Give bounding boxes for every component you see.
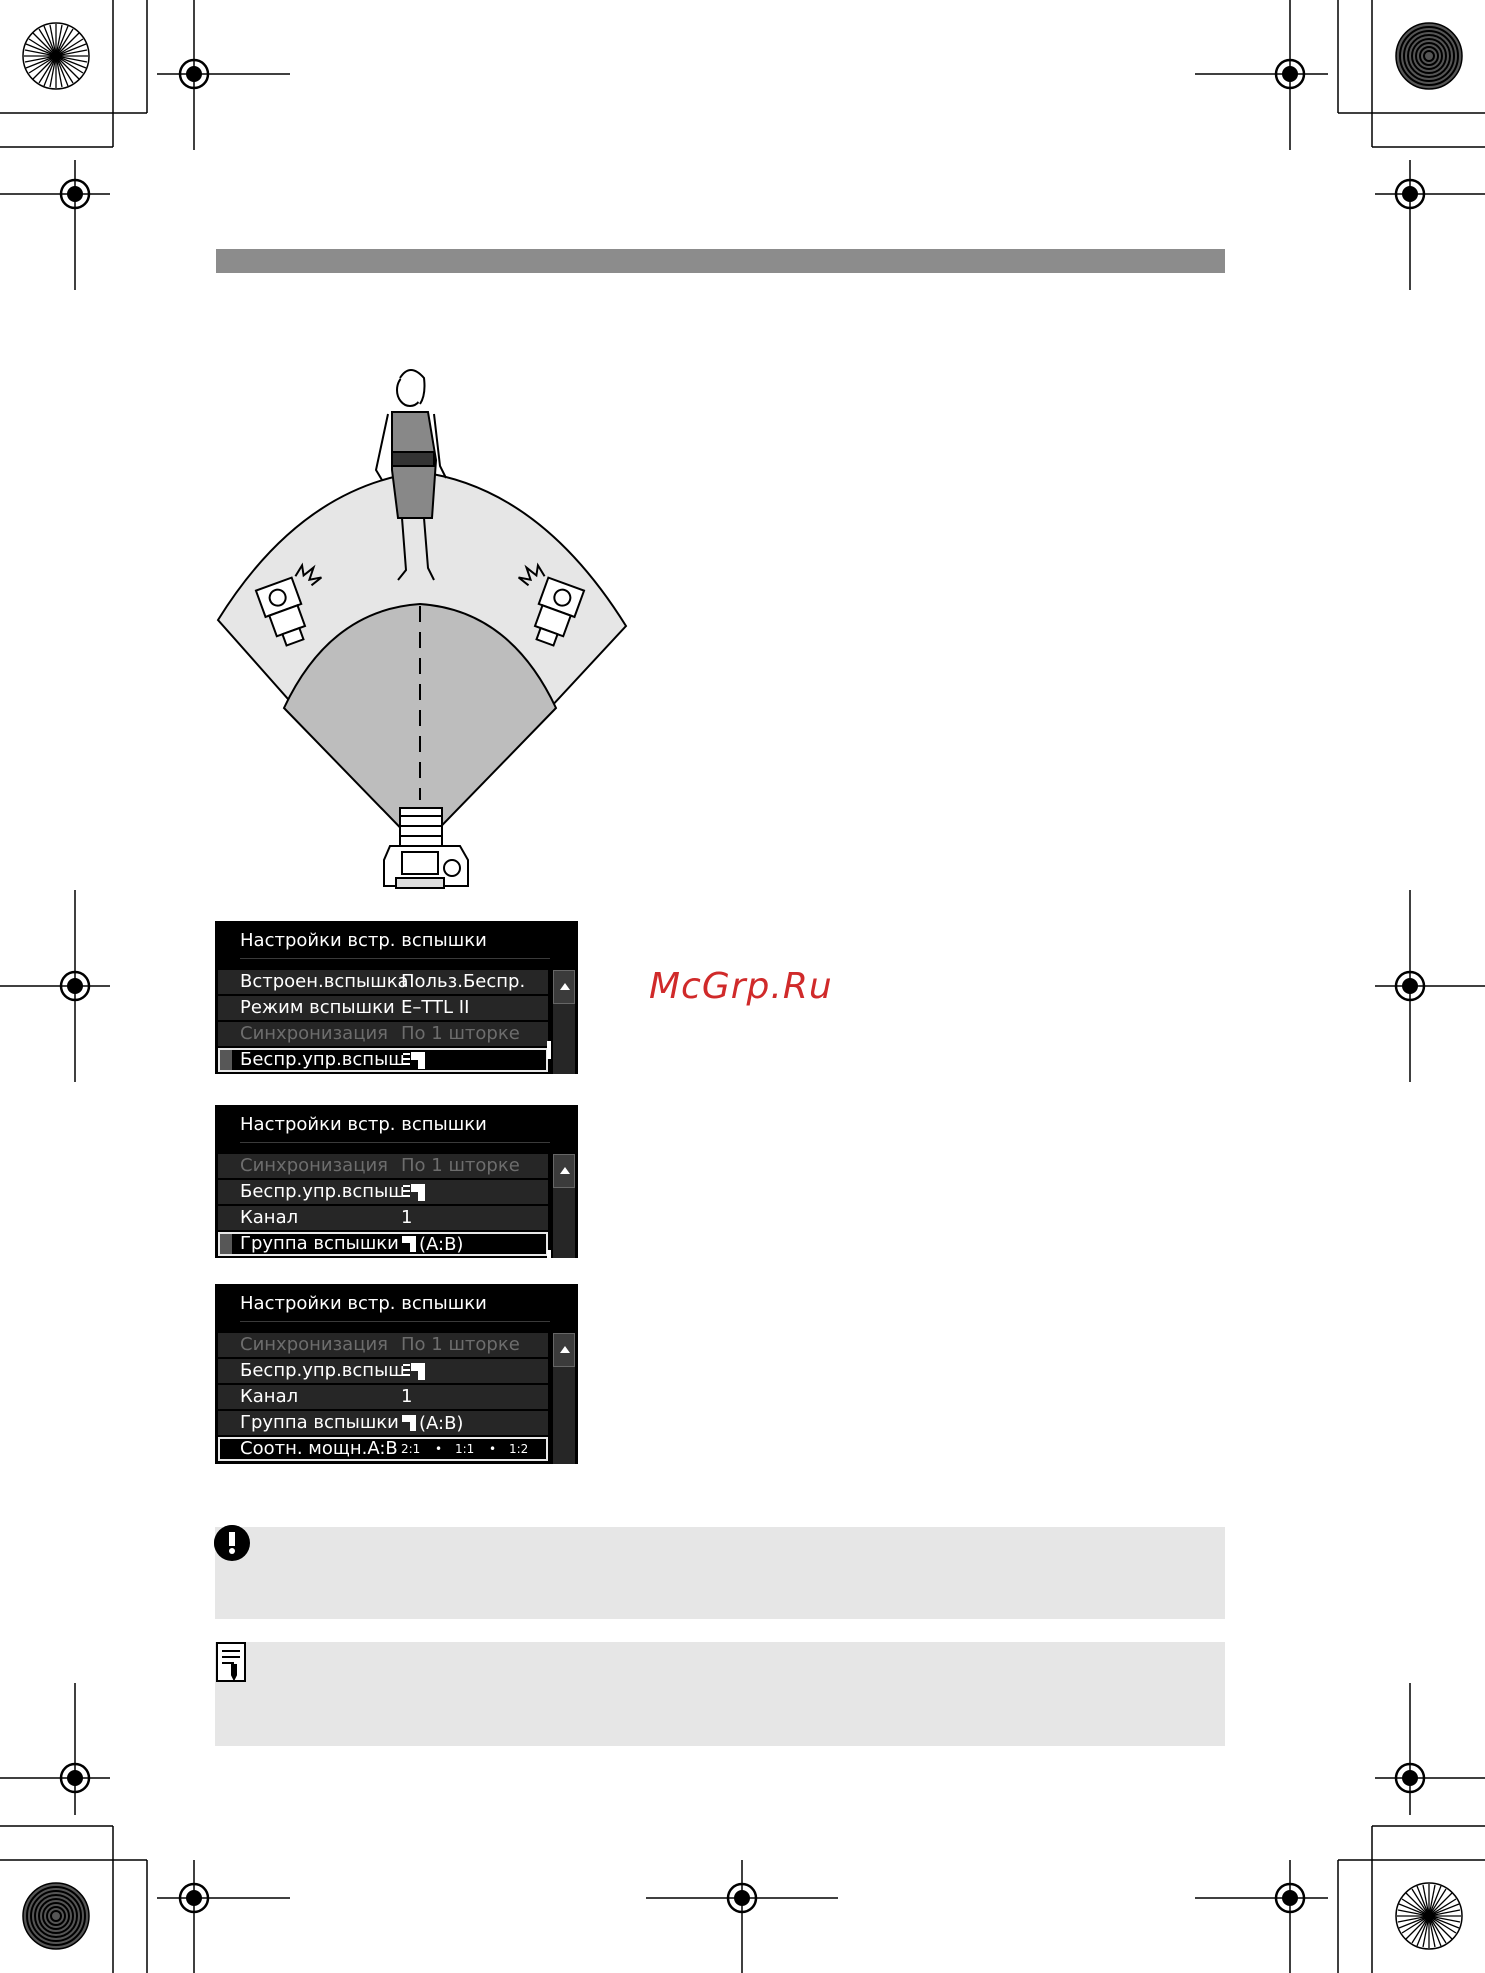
menu-value: Польз.Беспр. xyxy=(401,971,526,992)
ratio-scale[interactable] xyxy=(401,1440,536,1460)
ratio-mark-2-1: 2:1 xyxy=(401,1442,421,1456)
menu-value: По 1 шторке xyxy=(401,1155,520,1176)
menu-label: Беспр.упр.вспыш xyxy=(240,1049,405,1070)
scroll-up-arrow-icon[interactable] xyxy=(553,1333,575,1367)
screen-title: Настройки встр. вспышки xyxy=(240,1293,487,1314)
wireless-setup-diagram xyxy=(218,370,626,888)
menu-row-wireless-func[interactable] xyxy=(218,1048,548,1072)
menu-row-wireless-func[interactable] xyxy=(218,1359,548,1383)
menu-row-channel[interactable] xyxy=(218,1206,548,1230)
menu-row-flash-group[interactable] xyxy=(218,1411,548,1435)
title-divider xyxy=(240,1142,550,1143)
menu-value: 1 xyxy=(401,1207,413,1228)
menu-label: Встроен.вспышка xyxy=(240,971,409,992)
menu-value: По 1 шторке xyxy=(401,1023,520,1044)
watermark-text: McGrp.Ru xyxy=(649,966,833,1007)
wireless-flash-icon xyxy=(401,1360,431,1388)
scroll-up-arrow-icon[interactable] xyxy=(553,970,575,1004)
title-divider xyxy=(240,1321,550,1322)
menu-row-flash-mode[interactable] xyxy=(218,996,548,1020)
ratio-dot: • xyxy=(489,1442,497,1456)
menu-label: Беспр.упр.вспыш xyxy=(240,1181,405,1202)
menu-value: По 1 шторке xyxy=(401,1334,520,1355)
menu-label: Канал xyxy=(240,1386,299,1407)
corner-concentric-bl xyxy=(23,1883,89,1949)
menu-label: Соотн. мощн.A:B xyxy=(240,1438,398,1459)
menu-label: Синхронизация xyxy=(240,1155,388,1176)
flash-group-value xyxy=(401,1233,463,1256)
menu-value: 1 xyxy=(401,1386,413,1407)
flash-settings-screen-3 xyxy=(215,1284,578,1464)
flash-settings-screen-2 xyxy=(215,1105,578,1258)
menu-value: E–TTL II xyxy=(401,997,470,1018)
menu-label: Беспр.упр.вспыш xyxy=(240,1360,405,1381)
menu-row-flash-group[interactable] xyxy=(218,1232,548,1256)
selection-marker xyxy=(220,1050,232,1070)
scroll-thumb[interactable] xyxy=(547,1250,551,1258)
menu-label: Режим вспышки xyxy=(240,997,395,1018)
ratio-dot: • xyxy=(435,1442,443,1456)
scroll-up-arrow-icon[interactable] xyxy=(553,1154,575,1188)
flash-group-text: (A:B) xyxy=(419,1234,464,1255)
flash-group-value xyxy=(401,1412,463,1435)
menu-row-wireless-func[interactable] xyxy=(218,1180,548,1204)
note-box xyxy=(215,1642,1225,1746)
menu-row-ratio[interactable] xyxy=(218,1437,548,1461)
menu-label: Канал xyxy=(240,1207,299,1228)
ratio-mark-1-1: 1:1 xyxy=(455,1442,475,1456)
flash-unit-icon xyxy=(401,1233,419,1253)
corner-concentric-tr xyxy=(1396,23,1462,89)
screen-title: Настройки встр. вспышки xyxy=(240,1114,487,1135)
ratio-mark-1-2: 1:2 xyxy=(509,1442,529,1456)
wireless-flash-icon xyxy=(401,1049,431,1074)
corner-starburst-br xyxy=(1396,1883,1462,1949)
flash-settings-screen-1 xyxy=(215,921,578,1074)
section-header-bar xyxy=(216,249,1225,273)
menu-row-channel[interactable] xyxy=(218,1385,548,1409)
menu-row-builtin-flash[interactable] xyxy=(218,970,548,994)
corner-starburst-tl xyxy=(23,23,89,89)
screen-title: Настройки встр. вспышки xyxy=(240,930,487,951)
menu-label: Синхронизация xyxy=(240,1023,388,1044)
scroll-thumb[interactable] xyxy=(547,1041,551,1059)
caution-box xyxy=(215,1527,1225,1619)
wireless-flash-icon xyxy=(401,1181,431,1209)
menu-label: Группа вспышки xyxy=(240,1412,399,1433)
title-divider xyxy=(240,958,550,959)
flash-group-text: (A:B) xyxy=(419,1413,464,1434)
selection-marker xyxy=(220,1234,232,1254)
menu-row-sync[interactable] xyxy=(218,1154,548,1178)
menu-row-sync[interactable] xyxy=(218,1333,548,1357)
menu-label: Синхронизация xyxy=(240,1334,388,1355)
menu-label: Группа вспышки xyxy=(240,1233,399,1254)
flash-unit-icon xyxy=(401,1412,419,1432)
menu-row-sync[interactable] xyxy=(218,1022,548,1046)
